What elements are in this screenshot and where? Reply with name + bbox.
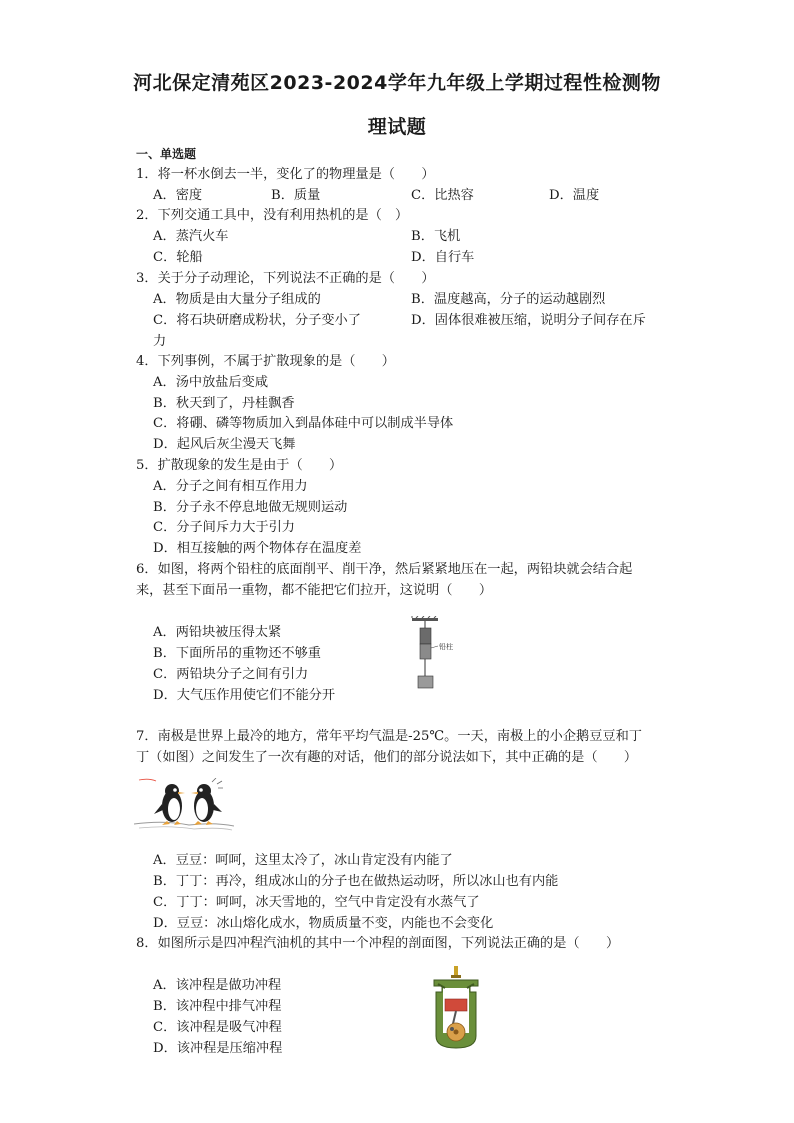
lead-cylinder-label: 铅柱 [439, 643, 453, 651]
question-7-option-b: B．丁丁：再冷，组成冰山的分子也在做热运动呀，所以冰山也有内能 [153, 874, 559, 889]
question-5-option-c: C．分子间斥力大于引力 [153, 520, 295, 535]
question-7-stem-line-1: 7．南极是世界上最冷的地方，常年平均气温是-25℃。一天，南极上的小企鹅豆豆和丁 [136, 729, 642, 744]
question-3-option-c: C．将石块研磨成粉状，分子变小了 [153, 313, 361, 328]
question-2-option-b: B．飞机 [411, 229, 461, 244]
question-6-option-d: D．大气压作用使它们不能分开 [153, 688, 336, 703]
question-4-option-b: B．秋天到了，丹桂飘香 [153, 396, 295, 411]
engine-cross-section-figure [430, 966, 482, 1052]
question-1-option-d: D．温度 [549, 188, 600, 203]
question-1-option-a: A．密度 [153, 188, 203, 203]
question-3-option-d-continued: 力 [153, 334, 167, 349]
question-5-option-b: B．分子永不停息地做无规则运动 [153, 500, 348, 515]
question-6-option-a: A．两铅块被压得太紧 [153, 625, 282, 640]
question-2-stem: 2．下列交通工具中，没有利用热机的是（ ） [136, 208, 409, 223]
question-4-option-d: D．起风后灰尘漫天飞舞 [153, 437, 296, 452]
question-8-option-c: C．该冲程是吸气冲程 [153, 1020, 282, 1035]
question-1-stem: 1．将一杯水倒去一半，变化了的物理量是（ ） [136, 167, 435, 182]
question-5-option-d: D．相互接触的两个物体存在温度差 [153, 541, 362, 556]
question-6-option-b: B．下面所吊的重物还不够重 [153, 646, 321, 661]
question-8-option-d: D．该冲程是压缩冲程 [153, 1041, 283, 1056]
section-heading: 一、单选题 [136, 147, 197, 161]
question-4-stem: 4．下列事例，不属于扩散现象的是（ ） [136, 354, 395, 369]
question-3-option-b: B．温度越高，分子的运动越剧烈 [411, 292, 606, 307]
question-8-stem: 8．如图所示是四冲程汽油机的其中一个冲程的剖面图，下列说法正确的是（ ） [136, 936, 620, 951]
question-6-option-c: C．两铅块分子之间有引力 [153, 667, 309, 682]
question-5-option-a: A．分子之间有相互作用力 [153, 479, 308, 494]
question-3-stem: 3．关于分子动理论，下列说法不正确的是（ ） [136, 271, 435, 286]
question-6-stem-line-1: 6．如图，将两个铅柱的底面削平、削干净，然后紧紧地压在一起，两铅块就会结合起 [136, 562, 633, 577]
question-1-option-b: B．质量 [271, 188, 321, 203]
question-6-stem-line-2: 来，甚至下面吊一重物，都不能把它们拉开，这说明（ ） [136, 583, 493, 598]
question-3-option-a: A．物质是由大量分子组成的 [153, 292, 321, 307]
question-5-stem: 5．扩散现象的发生是由于（ ） [136, 458, 343, 473]
question-1-option-c: C．比热容 [411, 188, 474, 203]
question-7-option-c: C．丁丁：呵呵，冰天雪地的，空气中肯定没有水蒸气了 [153, 895, 480, 910]
question-4-option-a: A．汤中放盐后变咸 [153, 375, 269, 390]
question-3-option-d: D．固体很难被压缩，说明分子间存在斥 [411, 313, 646, 328]
question-2-option-d: D．自行车 [411, 250, 475, 265]
question-8-option-a: A．该冲程是做功冲程 [153, 978, 282, 993]
penguins-figure [134, 778, 234, 834]
question-8-option-b: B．该冲程中排气冲程 [153, 999, 282, 1014]
question-2-option-a: A．蒸汽火车 [153, 229, 229, 244]
question-2-option-c: C．轮船 [153, 250, 203, 265]
question-4-option-c: C．将硼、磷等物质加入到晶体硅中可以制成半导体 [153, 416, 454, 431]
document-title-line-2: 理试题 [367, 116, 427, 138]
document-title-line-1: 河北保定清苑区2023-2024学年九年级上学期过程性检测物 [133, 72, 661, 94]
question-7-stem-line-2: 丁（如图）之间发生了一次有趣的对话，他们的部分说法如下，其中正确的是（ ） [136, 750, 638, 765]
question-7-option-a: A．豆豆：呵呵，这里太冷了，冰山肯定没有内能了 [153, 853, 453, 868]
question-7-option-d: D．豆豆：冰山熔化成水，物质质量不变，内能也不会变化 [153, 916, 494, 931]
lead-cylinders-figure [408, 616, 468, 694]
